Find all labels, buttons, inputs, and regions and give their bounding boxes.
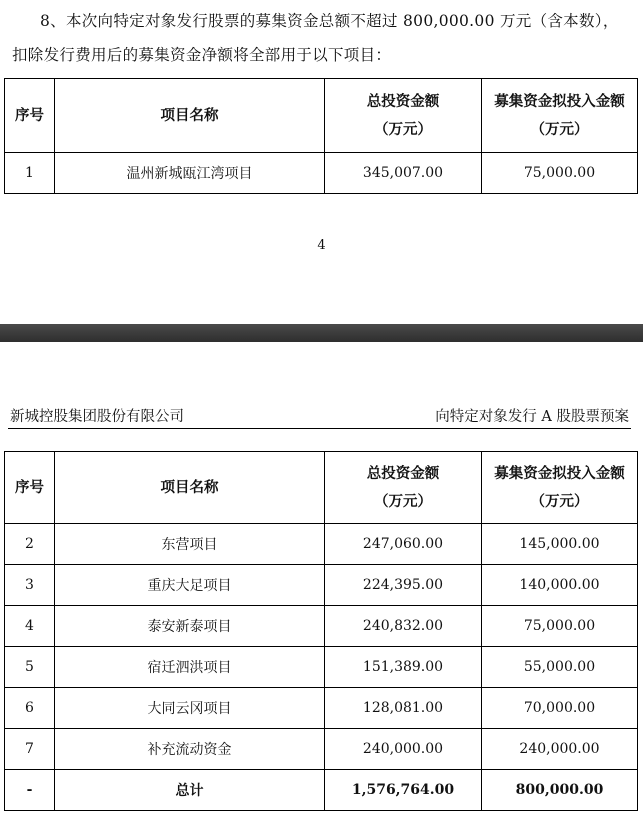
cell-no: 4 (5, 606, 55, 647)
cell-raise: 75,000.00 (482, 606, 638, 647)
table-row (5, 153, 638, 194)
running-header-title: 向特定对象发行 A 股股票预案 (435, 409, 629, 425)
cell-no: 2 (5, 524, 55, 565)
cell-total: 247,060.00 (325, 524, 482, 565)
cell-no: 1 (5, 153, 55, 194)
cell-name: 补充流动资金 (55, 729, 325, 770)
header-total-investment-unit: （万元） (374, 120, 432, 138)
header-total-investment-unit: （万元） (374, 492, 432, 510)
header-no: 序号 (5, 452, 55, 524)
table-row (5, 565, 638, 606)
cell-name: 东营项目 (55, 524, 325, 565)
header-raise-amount: 募集资金拟投入金额（万元） (482, 452, 638, 524)
cell-raise: 55,000.00 (482, 647, 638, 688)
header-name: 项目名称 (55, 452, 325, 524)
cell-total: 151,389.00 (325, 647, 482, 688)
header-raise-amount: 募集资金拟投入金额（万元） (482, 79, 638, 153)
cell-no: 6 (5, 688, 55, 729)
header-total-investment-label: 总投资金额 (366, 464, 440, 482)
cell-no: 5 (5, 647, 55, 688)
cell-total: 240,000.00 (325, 729, 482, 770)
cell-name: 宿迁泗洪项目 (55, 647, 325, 688)
table-row (5, 606, 638, 647)
running-header-rule (8, 428, 631, 429)
cell-total: 345,007.00 (325, 153, 482, 194)
cell-name: 重庆大足项目 (55, 565, 325, 606)
cell-raise: 145,000.00 (482, 524, 638, 565)
cell-total: 1,576,764.00 (325, 770, 482, 811)
table-row (5, 688, 638, 729)
header-name: 项目名称 (55, 79, 325, 153)
cell-raise: 70,000.00 (482, 688, 638, 729)
cell-no: 7 (5, 729, 55, 770)
cell-raise: 240,000.00 (482, 729, 638, 770)
table-row (5, 729, 638, 770)
running-header-company: 新城控股集团股份有限公司 (10, 409, 184, 425)
cell-name: 泰安新泰项目 (55, 606, 325, 647)
header-no: 序号 (5, 79, 55, 153)
cell-no: 3 (5, 565, 55, 606)
table-row (5, 524, 638, 565)
cell-total: 224,395.00 (325, 565, 482, 606)
table-row (5, 647, 638, 688)
cell-total: 240,832.00 (325, 606, 482, 647)
header-total-investment-label: 总投资金额 (366, 92, 440, 110)
cell-no: - (5, 770, 55, 811)
intro-text: 8、本次向特定对象发行股票的募集资金总额不超过 800,000.00 万元（含本数），扣除发行费用后的募集资金净额将全部用于以下项目： (12, 12, 619, 64)
page-number: 4 (317, 238, 326, 253)
cell-raise: 800,000.00 (482, 770, 638, 811)
header-total-investment (325, 452, 482, 524)
header-total-investment (325, 79, 482, 153)
intro-paragraph (12, 4, 632, 72)
cell-total: 128,081.00 (325, 688, 482, 729)
cell-raise: 140,000.00 (482, 565, 638, 606)
table-total-row (5, 770, 638, 811)
cell-name: 总计 (55, 770, 325, 811)
cell-name: 大同云冈项目 (55, 688, 325, 729)
fund-use-table-part2 (4, 451, 638, 811)
page-divider (0, 324, 643, 342)
fund-use-table-part1 (4, 78, 638, 194)
cell-raise: 75,000.00 (482, 153, 638, 194)
cell-name: 温州新城瓯江湾项目 (55, 153, 325, 194)
